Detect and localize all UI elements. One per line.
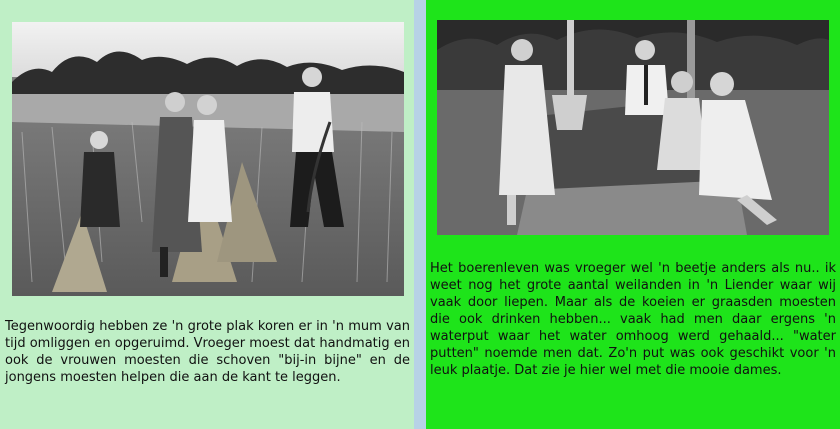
left-panel xyxy=(0,0,414,429)
water-pump-photo xyxy=(437,20,829,235)
water-pump-caption: Het boerenleven was vroeger wel 'n beetje anders als nu.. ik weet nog het grote aantal weilanden in 'n Liender waar wij vaak door liepen. Maar als de koeien er graasden moesten die ook drinken hebben... vaak had men daar ergens 'n waterput waar het water omhoog werd gehaald... "water putten" noemde men dat. Zo'n put was ook geschikt voor 'n leuk plaatje. Dat zie je hier wel met die mooie dames. xyxy=(430,261,836,378)
harvest-photo xyxy=(12,22,404,296)
right-panel xyxy=(426,0,840,429)
harvest-caption: Tegenwoordig hebben ze 'n grote plak koren er in 'n mum van tijd omliggen en opgeruimd. Vroeger moest dat handmatig en ook de vrouwen moesten die schoven "bij-in bijne" en de jongens moesten helpen die aan de kant te leggen. xyxy=(5,319,410,385)
panel-divider xyxy=(414,0,426,429)
